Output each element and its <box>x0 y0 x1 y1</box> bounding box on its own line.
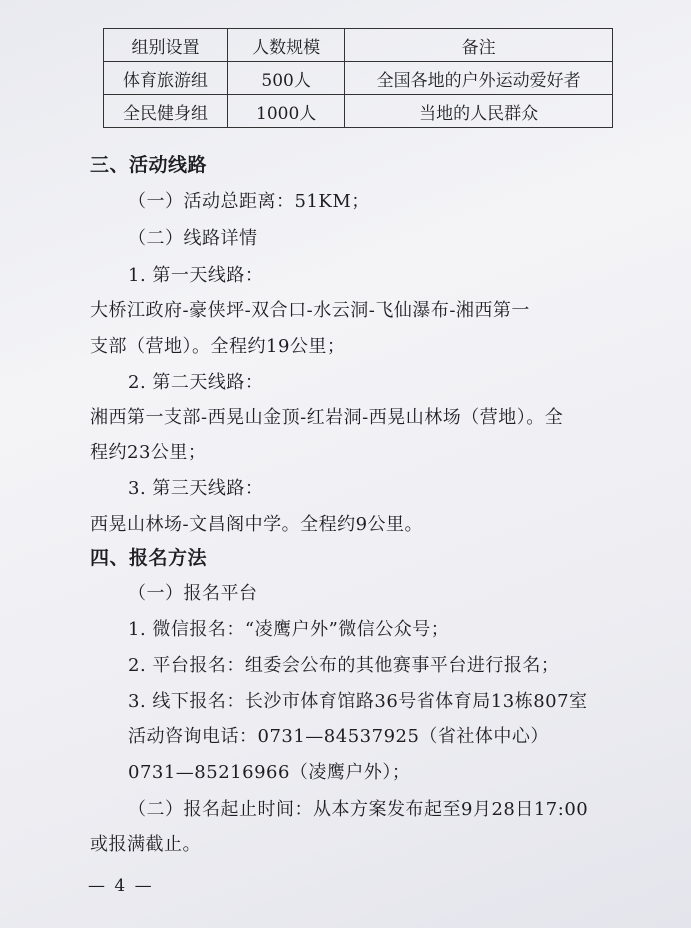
table-row <box>104 62 613 95</box>
table-header: 组别设置 <box>104 29 228 62</box>
table-header: 备注 <box>345 29 613 62</box>
total-distance: （一）活动总距离：51KM； <box>128 191 370 212</box>
day2-route-line1: 湘西第一支部-西晃山金顶-红岩洞-西晃山林场（营地）。全 <box>90 407 564 428</box>
day2-route-line2: 程约23公里； <box>90 442 207 463</box>
registration-wechat: 1. 微信报名：“凌鹰户外”微信公众号； <box>128 619 450 640</box>
day1-route-line2: 支部（营地）。全程约19公里； <box>90 336 346 357</box>
consult-phone-1: 活动咨询电话：0731—84537925（省社体中心） <box>128 726 549 747</box>
consult-phone-2: 0731—85216966（凌鹰户外）； <box>128 762 411 783</box>
table-cell: 体育旅游组 <box>104 62 228 95</box>
section-title-registration: 四、报名方法 <box>90 547 208 569</box>
table-row <box>104 95 613 128</box>
day2-label: 2. 第二天线路： <box>128 372 264 393</box>
group-table <box>103 28 613 128</box>
table-cell: 1000人 <box>228 95 345 128</box>
registration-deadline-line2: 或报满截止。 <box>90 834 201 855</box>
registration-platform: 2. 平台报名：组委会公布的其他赛事平台进行报名； <box>128 655 560 676</box>
table-header: 人数规模 <box>228 29 345 62</box>
table-cell: 500人 <box>228 62 345 95</box>
registration-deadline-line1: （二）报名起止时间：从本方案发布起至9月28日17:00 <box>128 799 589 820</box>
day3-label: 3. 第三天线路： <box>128 478 264 499</box>
table-header-row <box>104 29 613 62</box>
day1-route-line1: 大桥江政府-豪侠坪-双合口-水云洞-飞仙瀑布-湘西第一 <box>90 300 530 321</box>
route-details-heading: （二）线路详情 <box>128 228 258 249</box>
table-cell: 全民健身组 <box>104 95 228 128</box>
table-cell: 全国各地的户外运动爱好者 <box>345 62 613 95</box>
section-title-routes: 三、活动线路 <box>90 154 208 176</box>
registration-platform-heading: （一）报名平台 <box>128 583 258 604</box>
day3-route-line1: 西晃山林场-文昌阁中学。全程约9公里。 <box>90 514 424 535</box>
page-number: — 4 — <box>88 876 154 896</box>
registration-offline: 3. 线下报名：长沙市体育馆路36号省体育局13栋807室 <box>128 691 588 712</box>
day1-label: 1. 第一天线路： <box>128 265 264 286</box>
table-cell: 当地的人民群众 <box>345 95 613 128</box>
